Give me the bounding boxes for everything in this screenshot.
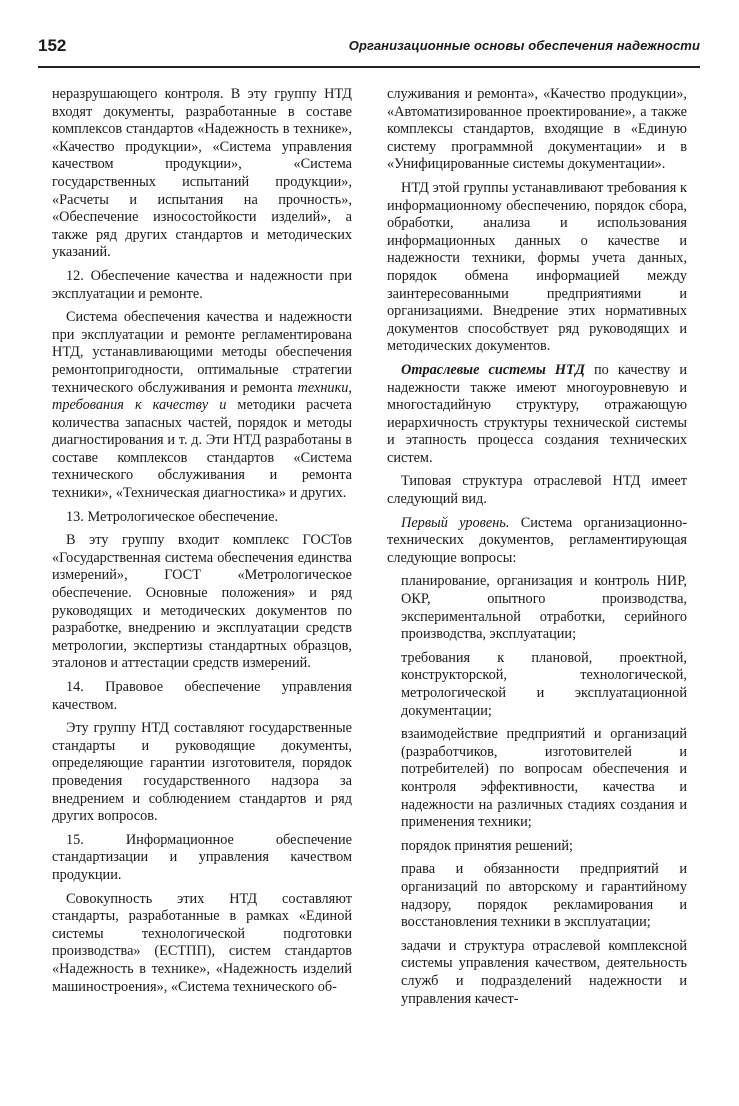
italic-text: Первый уровень. <box>401 514 510 531</box>
section-heading-15: 15. Информационное обеспечение стандартизации и управления качеством продукции. <box>52 831 352 883</box>
list-item: права и обязанности предприятий и организаций по авторскому и гарантийному надзору, порядок рекламирования и восстановления техники в эксплуатации; <box>401 861 687 931</box>
paragraph-text: по качеству и надежности также имеют многоуровневую и многостадийную структуру, отражающую иерархичность структуры технической системы и этапность процесса создания технических систем. <box>387 361 688 466</box>
paragraph <box>52 309 352 503</box>
paragraph: Типовая структура отраслевой НТД имеет следующий вид. <box>387 473 687 508</box>
list-item: взаимодействие предприятий и организаций (разработчиков, изготовителей и потребителей) по вопросам обеспечения и контроля эффективности, качества и надежности на различных стадиях создания и применения техники; <box>401 726 687 831</box>
right-column <box>387 86 687 1014</box>
list-item: порядок принятия решений; <box>401 837 573 854</box>
paragraph: служивания и ремонта», «Качество продукции», «Автоматизированное проектирование», а также комплексы стандартов, входящие в «Единую систему программной документации» и в «Унифицированные системы документации». <box>387 86 687 173</box>
paragraph <box>387 362 687 468</box>
running-title: Организационные основы обеспечения надежности <box>348 38 700 53</box>
paragraph-text: Система обеспечения качества и надежности при эксплуатации и ремонте регламентирована НТД, устанавливающими методы обеспечения ремонтопригодности, оптимальные стратегии технического обслуживания и ремонта <box>52 309 352 396</box>
paragraph: В эту группу входит комплекс ГОСТов «Государственная система обеспечения единства измерений», ГОСТ «Метрологическое обеспечение. Основные положения» и ряд руководящих и методических документов по разработке, внедрению и эксплуатации средств метрологии, экспертизы стандартных образцов, эталонов и аттестации средств измерений. <box>52 532 352 672</box>
section-heading-12: 12. Обеспечение качества и надежности при эксплуатации и ремонте. <box>52 267 352 302</box>
italic-text: техники, требования к качеству и <box>52 379 352 414</box>
list-item: задачи и структура отраслевой комплексной системы управления качеством, деятельность служб и подразделений надежности и управления качест- <box>401 937 687 1007</box>
header-rule <box>38 66 700 68</box>
paragraph-text: методики расчета количества запасных частей, порядок и методы диагностирования и т. д. Эти НТД разработаны в составе комплексов стандартов «Система технического обслуживания и ремонта техники», «Техническая диагностика» и других. <box>52 397 352 502</box>
paragraph: неразрушающего контроля. В эту группу НТД входят документы, разработанные в составе комплексов стандартов «Надежность в технике», «Качество продукции», «Система управления качеством продукции», «Система государственных испытаний продукции», «Расчеты и испытания на прочность», «Обеспечение износостойкости изделий», а также ряд других стандартов и методических указаний. <box>52 86 352 261</box>
paragraph: Эту группу НТД составляют государственные стандарты и руководящие документы, определяющие гарантии изготовителя, порядок проведения государственного надзора за внедрением и соблюдением стандартов и ряд других вопросов. <box>52 720 352 825</box>
paragraph: НТД этой группы устанавливают требования к информационному обеспечению, порядок сбора, обработки, анализа и использования информационных данных о качестве и надежности техники, формы учета данных, порядок обмена информацией между заинтересованными предприятиями и организациями. Внедрение этих нормативных документов способствует ряд руководящих и методических документов. <box>387 179 687 355</box>
section-heading-13: 13. Метрологическое обеспечение. <box>66 508 279 525</box>
page-number: 152 <box>38 36 67 55</box>
left-column <box>52 86 352 1002</box>
paragraph-text: Система организационно-технических документов, регламентирующая следующие вопросы: <box>387 514 687 566</box>
paragraph <box>387 515 687 568</box>
page-header <box>38 34 700 58</box>
list-item: требования к плановой, проектной, конструкторской, технологической, метрологической и эксплуатационной документации; <box>401 649 687 719</box>
bold-italic-term: Отраслевые системы НТД <box>401 361 585 378</box>
list-item: планирование, организация и контроль НИР, ОКР, опытного производства, экспериментальной отработки, серийного производства, эксплуатации; <box>401 573 687 643</box>
paragraph: Совокупность этих НТД составляют стандарты, разработанные в рамках «Единой системы технологической подготовки производства» (ЕСТПП), систем стандартов «Надежность в технике», «Надежность изделий машиностроения», «Система технического об- <box>52 890 352 995</box>
section-heading-14: 14. Правовое обеспечение управления качеством. <box>52 679 352 713</box>
